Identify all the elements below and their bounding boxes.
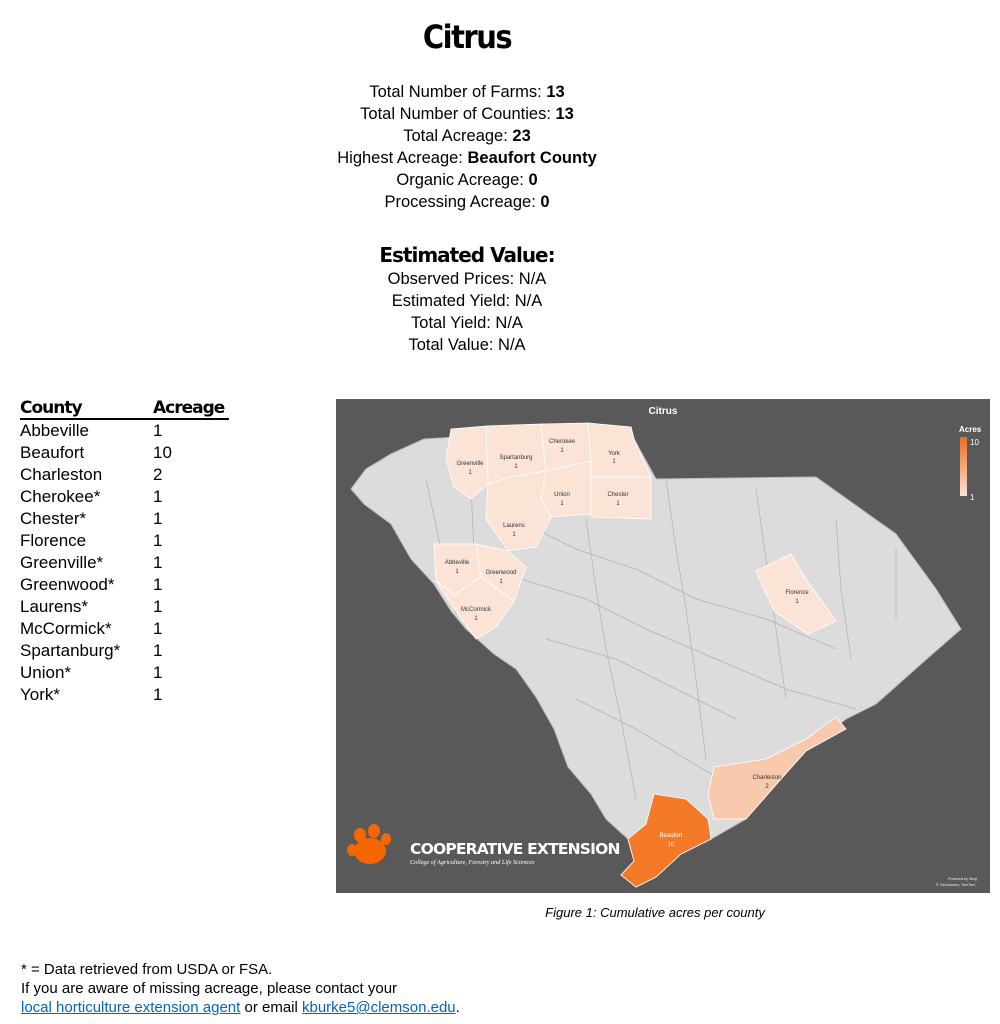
acreage-cell: 1 [153, 663, 163, 682]
table-row [20, 552, 229, 574]
page-title: Citrus [422, 18, 512, 56]
value-greenwood: 1 [499, 579, 503, 585]
logo-subtitle: College of Agriculture, Forestry and Life Sciences [410, 859, 535, 866]
label-abbeville: Abbeville [444, 560, 470, 566]
table-row [20, 419, 229, 442]
value-mccormick: 1 [474, 616, 478, 622]
label-spartanburg: Spartanburg [499, 455, 533, 461]
county-cell: Abbeville [20, 421, 89, 440]
logo-title: COOPERATIVE EXTENSION [410, 840, 620, 858]
county-cell: York* [20, 685, 61, 704]
paw-icon [347, 824, 391, 864]
value-florence: 1 [795, 599, 799, 605]
acreage-cell: 1 [153, 509, 163, 528]
estimated-value-heading: Estimated Value: [379, 243, 555, 267]
county-cell: Spartanburg* [20, 641, 121, 660]
observed-prices: Observed Prices: N/A [387, 270, 547, 288]
table-row [20, 464, 229, 486]
value-union: 1 [560, 501, 564, 507]
stat-organic: Organic Acreage: 0 [396, 171, 538, 189]
county-cell: Charleston [20, 465, 103, 484]
label-chester: Chester [607, 492, 629, 498]
legend-max: 10 [970, 438, 979, 447]
county-cell: Chester* [20, 509, 87, 528]
label-laurens: Laurens [503, 523, 525, 529]
county-map [336, 399, 990, 893]
acreage-cell: 2 [153, 465, 163, 484]
stat-farms: Total Number of Farms: 13 [369, 83, 565, 101]
label-mccormick: McCormick [461, 607, 491, 613]
acreage-cell: 1 [153, 575, 163, 594]
map-svg [336, 399, 990, 893]
data-source-note: * = Data retrieved from USDA or FSA. [21, 961, 273, 978]
email-link[interactable]: kburke5@clemson.edu [302, 999, 456, 1016]
table-row [20, 508, 229, 530]
total-value: Total Value: N/A [408, 336, 526, 354]
value-laurens: 1 [512, 532, 516, 538]
table-row [20, 596, 229, 618]
table-row [20, 684, 229, 706]
county-chester [591, 477, 651, 519]
value-greenville: 1 [468, 470, 472, 476]
label-york: York [608, 451, 620, 457]
label-florence: Florence [785, 590, 809, 596]
map-title: Citrus [648, 406, 678, 417]
table-row [20, 486, 229, 508]
attribution-geonames: © GeoNames, TomTom [936, 883, 976, 887]
stat-highest: Highest Acreage: Beaufort County [337, 149, 597, 167]
value-beaufort: 10 [667, 842, 675, 848]
contact-note: If you are aware of missing acreage, please contact your [21, 980, 398, 997]
label-beaufort: Beaufort [659, 833, 683, 839]
acreage-cell: 1 [153, 531, 163, 550]
county-acreage-table [20, 398, 229, 706]
value-charleston: 2 [765, 784, 769, 790]
acreage-cell: 1 [153, 685, 163, 704]
value-chester: 1 [616, 501, 620, 507]
figure-caption: Figure 1: Cumulative acres per county [545, 905, 765, 920]
county-cell: Greenville* [20, 553, 104, 572]
map-legend [959, 425, 982, 502]
table-header-row [20, 398, 229, 419]
acreage-cell: 10 [153, 443, 172, 462]
county-cell: Cherokee* [20, 487, 101, 506]
stat-processing: Processing Acreage: 0 [384, 193, 550, 211]
stat-counties: Total Number of Counties: 13 [360, 105, 574, 123]
value-spartanburg: 1 [514, 464, 518, 470]
label-union: Union [554, 492, 570, 498]
footer-note [21, 960, 460, 1017]
table-row [20, 640, 229, 662]
stat-acreage: Total Acreage: 23 [403, 127, 531, 145]
legend-title: Acres [959, 425, 982, 434]
acreage-cell: 1 [153, 421, 163, 440]
contact-links [21, 998, 460, 1017]
cooperative-extension-logo [347, 824, 620, 866]
attribution-bing: Powered by Bing [948, 877, 977, 881]
legend-gradient [960, 437, 967, 496]
label-charleston: Charleston [752, 775, 782, 781]
or-email-text: or email [240, 999, 302, 1016]
county-cell: Beaufort [20, 443, 85, 462]
label-greenville: Greenville [456, 461, 484, 467]
acreage-cell: 1 [153, 619, 163, 638]
label-cherokee: Cherokee [548, 439, 576, 445]
county-cell: Greenwood* [20, 575, 115, 594]
value-york: 1 [612, 459, 616, 465]
table-row [20, 574, 229, 596]
estimated-value-list [0, 268, 934, 356]
table-row [20, 530, 229, 552]
acreage-cell: 1 [153, 487, 163, 506]
legend-min: 1 [970, 493, 975, 502]
value-abbeville: 1 [455, 569, 459, 575]
county-cell: McCormick* [20, 619, 112, 638]
acreage-cell: 1 [153, 553, 163, 572]
value-cherokee: 1 [560, 448, 564, 454]
table-row [20, 442, 229, 464]
county-cell: Florence [20, 531, 87, 550]
table-row [20, 662, 229, 684]
total-yield: Total Yield: N/A [411, 314, 523, 332]
column-header-county: County [20, 398, 153, 419]
estimated-yield: Estimated Yield: N/A [391, 292, 543, 310]
county-cell: Laurens* [20, 597, 89, 616]
period-text: . [455, 999, 460, 1016]
extension-agent-link[interactable]: local horticulture extension agent [21, 999, 241, 1016]
column-header-acreage: Acreage [153, 398, 229, 419]
county-york [588, 423, 651, 477]
acreage-cell: 1 [153, 597, 163, 616]
county-cell: Union* [20, 663, 72, 682]
table-row [20, 618, 229, 640]
summary-stats [0, 81, 934, 213]
acreage-cell: 1 [153, 641, 163, 660]
label-greenwood: Greenwood [485, 570, 517, 576]
